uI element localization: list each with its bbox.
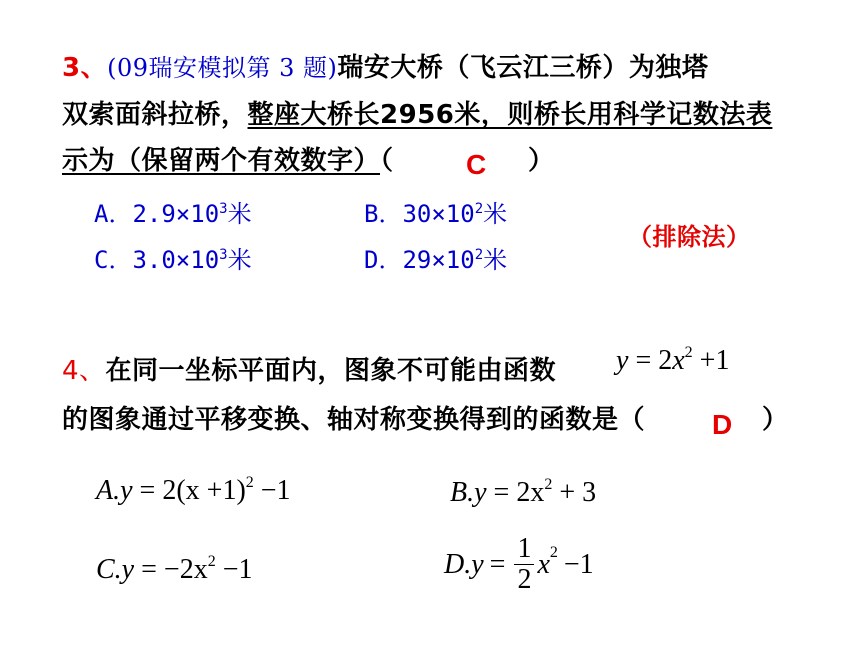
question-3-source: (09瑞安模拟第 3 题)	[107, 54, 338, 82]
question-3-text-2: 双索面斜拉桥，	[62, 100, 248, 130]
question-3-text-3-underlined: 示为（保留两个有效数字）	[62, 146, 381, 176]
question-3-option-d-label: D．29×10	[364, 246, 475, 274]
function-rest: +1	[699, 345, 730, 376]
question-3-option-b	[364, 194, 507, 229]
function-exp: 2	[684, 344, 693, 361]
option-b-exp: 2	[544, 476, 553, 493]
option-d-letter: D.y	[444, 548, 484, 580]
question-3-paren-open: （	[380, 146, 394, 176]
question-4-text-2: 的图象通过平移变换、轴对称变换得到的函数是（	[62, 405, 646, 435]
question-3-option-b-unit: 米	[483, 200, 508, 228]
question-3-option-b-label: B．30×10	[364, 200, 475, 228]
option-c-body: = −2x	[141, 554, 208, 585]
question-3-option-c-unit: 米	[227, 246, 252, 274]
question-3-answer: C	[466, 149, 487, 180]
option-d-numerator: 1	[514, 534, 534, 565]
option-a-tail: −1	[260, 475, 291, 506]
question-3-number: 3、	[62, 53, 108, 83]
option-b-letter: B.y	[450, 477, 487, 508]
question-4-line-2	[62, 405, 645, 435]
question-4-option-d	[444, 534, 594, 595]
question-4-option-b	[450, 476, 596, 509]
option-c-exp: 2	[207, 553, 216, 570]
question-4-paren-close: ）	[762, 405, 789, 435]
question-3-option-d-exp: 2	[474, 247, 484, 263]
function-lhs: y	[616, 345, 629, 376]
option-a-letter: A.y	[96, 475, 133, 506]
question-4-answer: D	[712, 409, 733, 440]
option-a-body: = 2(x +1)	[139, 475, 246, 506]
question-3-text-2-underlined: 整座大桥长2956米，则桥长用科学记数法表	[247, 100, 773, 130]
question-4-line-1	[62, 356, 556, 386]
question-3-option-c-label: C．3.0×10	[94, 246, 220, 274]
question-4-option-c	[96, 553, 253, 586]
option-c-tail: −1	[222, 554, 253, 585]
option-d-fraction	[514, 534, 534, 595]
option-d-denominator: 2	[517, 564, 532, 595]
question-3-text-1: 瑞安大桥（飞云江三桥）为独塔	[337, 53, 709, 83]
question-4-number: 4、	[62, 356, 106, 386]
question-4-text-1: 在同一坐标平面内，图象不可能由函数	[105, 356, 557, 386]
function-var: x	[672, 345, 685, 376]
question-3-option-a-exp: 3	[219, 201, 228, 217]
question-3-option-b-exp: 2	[474, 201, 484, 217]
question-3-line-2	[62, 100, 772, 130]
option-b-tail: + 3	[559, 477, 597, 508]
method-note: （排除法）	[628, 223, 751, 251]
option-b-body: = 2x	[493, 477, 545, 508]
question-3-paren-close: ）	[528, 146, 555, 176]
option-d-tail: −1	[563, 548, 594, 580]
option-a-exp: 2	[245, 474, 254, 491]
question-4-function	[616, 344, 729, 377]
question-3-option-d	[364, 240, 507, 275]
question-3-option-a-label: A．2.9×10	[94, 200, 220, 228]
question-3-option-a	[94, 194, 252, 229]
question-3-option-c	[94, 240, 252, 275]
option-d-var: x	[537, 548, 550, 580]
option-d-eq: =	[489, 548, 506, 580]
function-eq: =	[635, 345, 652, 376]
question-3-line-3	[62, 146, 394, 176]
question-3-line-1	[62, 53, 708, 83]
option-d-exp: 2	[549, 543, 558, 561]
question-3-option-d-unit: 米	[483, 246, 508, 274]
question-4-option-a	[96, 474, 291, 507]
question-3-option-c-exp: 3	[219, 247, 228, 263]
option-c-letter: C.y	[96, 554, 135, 585]
function-coef: 2	[658, 345, 673, 376]
question-3-option-a-unit: 米	[227, 200, 252, 228]
